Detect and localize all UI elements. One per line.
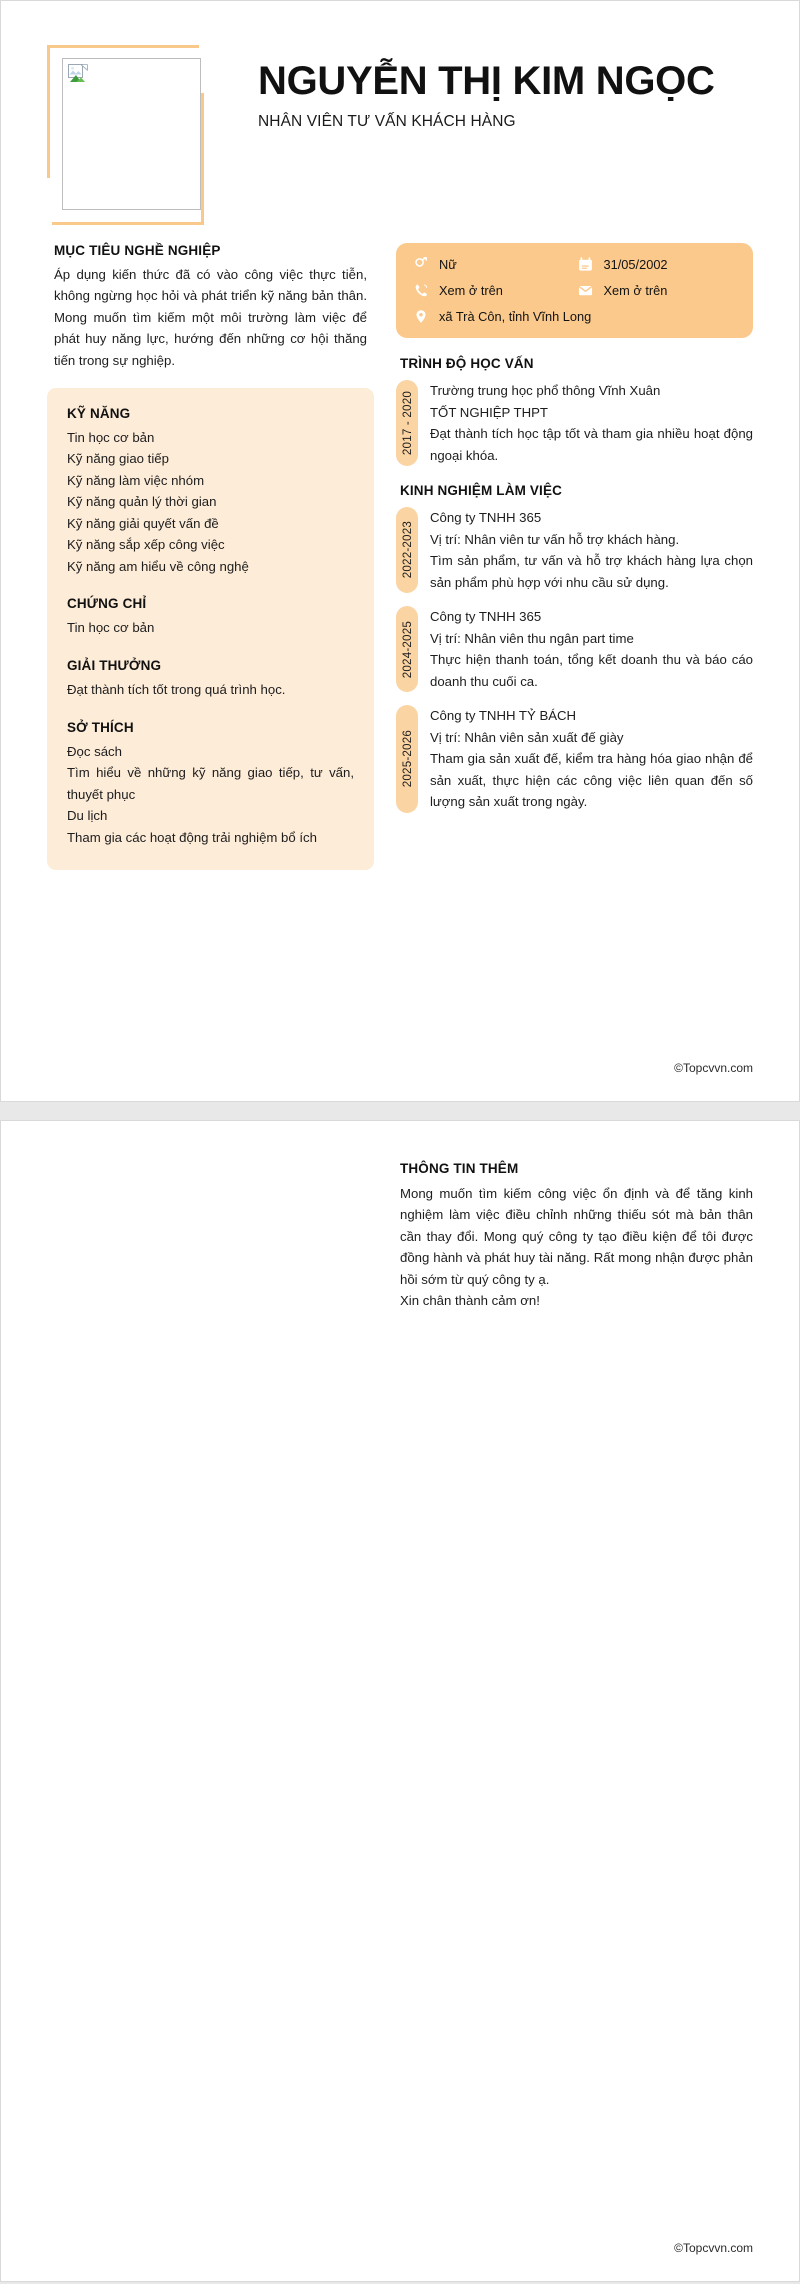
footer-credit: ©Topcvvn.com	[674, 1061, 753, 1075]
avatar	[62, 58, 201, 210]
section-objective	[47, 243, 374, 371]
page2-columns	[1, 1121, 799, 1311]
section-title-objective: MỤC TIÊU NGHỀ NGHIỆP	[54, 243, 221, 258]
list-item: Tin học cơ bản	[67, 429, 155, 445]
section-title-additional: THÔNG TIN THÊM	[400, 1161, 519, 1176]
section-hobbies	[67, 720, 354, 849]
contact-address	[412, 308, 737, 324]
section-skills	[67, 406, 354, 578]
entry-line: Vị trí: Nhân viên thu ngân part time	[430, 630, 634, 646]
photo-frame	[47, 45, 232, 225]
entry-body	[430, 507, 753, 593]
entry-line: Trường trung học phổ thông Vĩnh Xuân	[430, 383, 661, 398]
list-item: Đọc sách	[67, 743, 122, 759]
year-badge	[396, 705, 418, 813]
experience-entry	[396, 705, 753, 813]
year-label: 2017 - 2020	[400, 390, 414, 456]
section-title-experience: KINH NGHIỆM LÀM VIỆC	[400, 483, 563, 499]
section-experience	[396, 483, 753, 813]
contact-value: Xem ở trên	[439, 282, 503, 298]
objective-text: Áp dụng kiến thức đã có vào công việc thực tiễn, không ngừng học hỏi và phát triển kỹ năng bản thân. Mong muốn tìm kiếm một môi trường làm việc để phát huy năng lực, hướng đến những cơ hội thăng tiến trong sự nghiệp.	[54, 267, 367, 368]
entry-line: Công ty TNHH 365	[430, 510, 542, 526]
frame-accent-left	[47, 45, 50, 178]
left-column	[47, 243, 374, 870]
year-label: 2022-2023	[400, 521, 414, 579]
cv-columns	[1, 225, 799, 870]
list-item: Tìm hiểu về những kỹ năng giao tiếp, tư vấn, thuyết phục	[67, 765, 354, 802]
entry-line: Vị trí: Nhân viên sản xuất đế giày	[430, 729, 624, 745]
entry-line: Tham gia sản xuất đế, kiểm tra hàng hóa giao nhận để sản xuất, thực hiện các công việc liên quan đến số lượng sản xuất trong ngày.	[430, 751, 753, 810]
section-certificates	[67, 596, 354, 639]
identity-block	[232, 45, 753, 131]
entry-line: TỐT NGHIỆP THPT	[430, 404, 548, 420]
cv-page-2	[0, 1120, 800, 2282]
contact-gender	[412, 256, 573, 272]
entry-line: Công ty TNHH TỶ BÁCH	[430, 708, 577, 724]
experience-entry	[396, 507, 753, 593]
year-badge	[396, 380, 418, 466]
entry-line: Đạt thành tích học tập tốt và tham gia nhiều hoạt động ngoại khóa.	[430, 426, 753, 463]
entry-body	[430, 705, 753, 813]
section-additional	[374, 1161, 753, 1311]
footer-credit: ©Topcvvn.com	[674, 2241, 753, 2255]
gender-icon	[412, 256, 430, 272]
contact-value: Xem ở trên	[603, 282, 668, 298]
entry-line: Thực hiện thanh toán, tổng kết doanh thu và báo cáo doanh thu cuối ca.	[430, 652, 753, 689]
list-item: Tin học cơ bản	[67, 620, 155, 636]
contact-phone	[412, 282, 573, 298]
year-badge	[396, 606, 418, 692]
contact-value: 31/05/2002	[603, 256, 668, 272]
right-column	[374, 243, 753, 813]
contact-value: Nữ	[439, 256, 457, 272]
year-label: 2024-2025	[400, 620, 414, 678]
section-title-awards: GIẢI THƯỞNG	[67, 658, 162, 673]
contact-birthdate	[577, 256, 738, 272]
cv-header	[1, 1, 799, 225]
frame-accent-bottom	[52, 222, 204, 225]
frame-accent-right	[201, 93, 204, 225]
job-title: NHÂN VIÊN TƯ VẤN KHÁCH HÀNG	[258, 112, 516, 130]
section-education	[396, 356, 753, 466]
certificates-list	[67, 617, 354, 639]
entry-line: Công ty TNHH 365	[430, 609, 542, 625]
list-item: Kỹ năng giao tiếp	[67, 451, 169, 467]
list-item: Du lịch	[67, 808, 108, 824]
list-item: Kỹ năng làm việc nhóm	[67, 472, 205, 488]
experience-entry	[396, 606, 753, 692]
contact-email	[577, 282, 738, 298]
contact-value: xã Trà Côn, tỉnh Vĩnh Long	[439, 308, 592, 324]
list-item: Đạt thành tích tốt trong quá trình học.	[67, 682, 286, 697]
section-title-education: TRÌNH ĐỘ HỌC VẤN	[400, 356, 534, 371]
additional-closing: Xin chân thành cảm ơn!	[400, 1292, 540, 1308]
section-title-skills: KỸ NĂNG	[67, 405, 131, 421]
year-label: 2025-2026	[400, 730, 414, 788]
skills-list	[67, 427, 354, 578]
calendar-icon	[577, 256, 595, 272]
frame-accent-top	[47, 45, 199, 48]
page-title: NGUYỄN THỊ KIM NGỌC	[258, 59, 715, 103]
mail-icon	[577, 282, 595, 298]
section-awards	[67, 658, 354, 701]
section-title-certificates: CHỨNG CHỈ	[67, 596, 147, 612]
list-item: Tham gia các hoạt động trải nghiệm bổ ích	[67, 829, 317, 845]
section-title-hobbies: SỞ THÍCH	[67, 719, 134, 735]
location-icon	[412, 308, 430, 324]
list-item: Kỹ năng sắp xếp công việc	[67, 537, 225, 553]
hobbies-list	[67, 741, 354, 849]
entry-line: Tìm sản phẩm, tư vấn và hỗ trợ khách hàng lựa chọn sản phẩm phù hợp với nhu cầu sử dụng.	[430, 553, 753, 590]
broken-image-icon	[68, 64, 88, 83]
entry-line: Vị trí: Nhân viên tư vấn hỗ trợ khách hàng.	[430, 531, 680, 547]
entry-body	[430, 380, 753, 466]
left-panel	[47, 388, 374, 870]
contact-card	[396, 243, 753, 338]
year-badge	[396, 507, 418, 593]
additional-text: Mong muốn tìm kiếm công việc ổn định và để tăng kinh nghiệm làm việc điều chỉnh những thiếu sót mà bản thân cần thay đổi. Mong quý công ty tạo điều kiện để tôi được đồng hành và phát huy tài năng. Rất mong nhận được phản hồi sớm từ quý công ty ạ.	[400, 1186, 753, 1287]
list-item: Kỹ năng am hiểu về công nghệ	[67, 558, 249, 574]
list-item: Kỹ năng giải quyết vấn đề	[67, 515, 219, 531]
awards-list	[67, 679, 354, 701]
list-item: Kỹ năng quản lý thời gian	[67, 494, 217, 510]
cv-page-1	[0, 0, 800, 1102]
phone-icon	[412, 282, 430, 298]
education-entry	[396, 380, 753, 466]
entry-body	[430, 606, 753, 692]
